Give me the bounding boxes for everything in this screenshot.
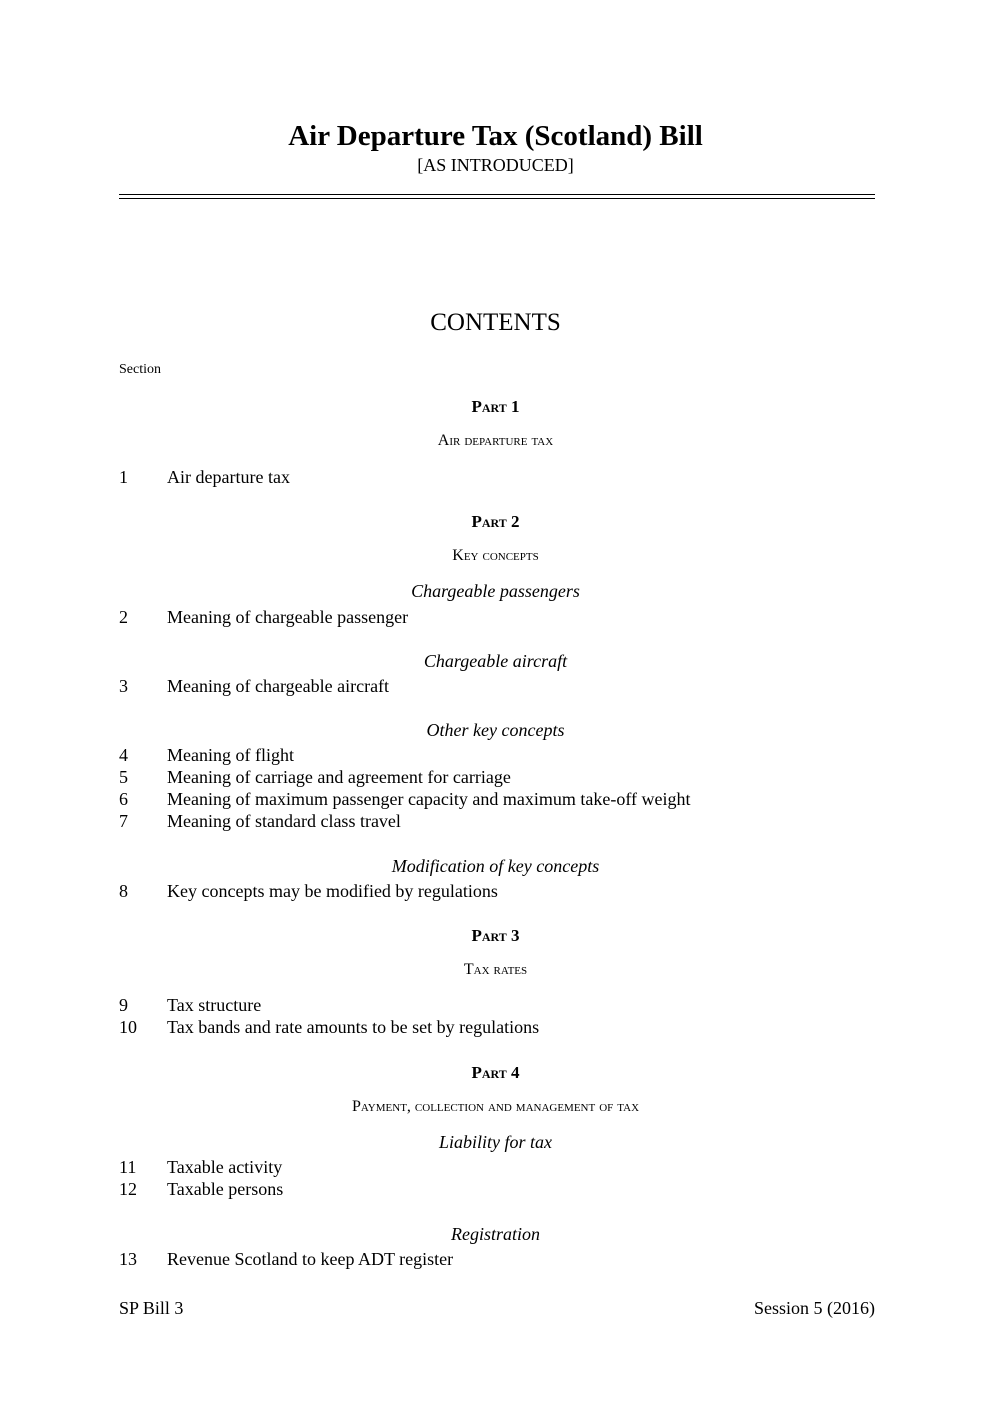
toc-entry-13[interactable]: Revenue Scotland to keep ADT register: [167, 1249, 454, 1269]
toc-entry-8-num: 8: [119, 881, 128, 901]
part-1-title: Air departure tax: [437, 432, 554, 449]
toc-entry-2-num: 2: [119, 607, 128, 627]
toc-entry-11[interactable]: Taxable activity: [167, 1157, 283, 1177]
group-liability-for-tax: Liability for tax: [438, 1132, 552, 1152]
bill-title: Air Departure Tax (Scotland) Bill: [288, 120, 703, 152]
contents-heading: CONTENTS: [430, 309, 561, 336]
toc-entry-1-num: 1: [119, 467, 128, 487]
toc-entry-13-num: 13: [119, 1249, 137, 1269]
toc-entry-1[interactable]: Air departure tax: [167, 467, 290, 487]
footer-session: Session 5 (2016): [754, 1298, 875, 1318]
toc-entry-8[interactable]: Key concepts may be modified by regulations: [167, 881, 498, 901]
toc-entry-7[interactable]: Meaning of standard class travel: [167, 811, 401, 831]
toc-entry-5[interactable]: Meaning of carriage and agreement for carriage: [167, 767, 511, 787]
part-2-title: Key concepts: [452, 547, 539, 564]
toc-entry-2[interactable]: Meaning of chargeable passenger: [167, 607, 409, 627]
toc-entry-4[interactable]: Meaning of flight: [167, 745, 294, 765]
part-4-title: Payment, collection and management of tax: [351, 1098, 640, 1115]
toc-entry-11-num: 11: [119, 1157, 137, 1177]
group-other-key-concepts: Other key concepts: [426, 720, 565, 740]
toc-entry-3-num: 3: [119, 676, 128, 696]
toc-entry-3[interactable]: Meaning of chargeable aircraft: [167, 676, 390, 696]
part-3-label: Part 3: [471, 926, 520, 945]
group-chargeable-passengers: Chargeable passengers: [411, 581, 580, 601]
title-rule-bottom: [119, 198, 875, 199]
part-1-label: Part 1: [471, 397, 520, 416]
toc-entry-10-num: 10: [119, 1017, 137, 1037]
toc-entry-12[interactable]: Taxable persons: [167, 1179, 284, 1199]
group-chargeable-aircraft: Chargeable aircraft: [423, 651, 568, 671]
toc-entry-7-num: 7: [119, 811, 128, 831]
bill-status: [AS INTRODUCED]: [417, 155, 574, 175]
title-rule-top: [119, 194, 875, 195]
toc-entry-10[interactable]: Tax bands and rate amounts to be set by regulations: [167, 1017, 540, 1037]
group-modification-of-key-concepts: Modification of key concepts: [391, 856, 600, 876]
toc-entry-5-num: 5: [119, 767, 128, 787]
toc-entry-9[interactable]: Tax structure: [167, 995, 262, 1015]
section-column-label: Section: [119, 362, 161, 377]
part-4-label: Part 4: [471, 1063, 520, 1082]
group-registration: Registration: [451, 1224, 540, 1244]
toc-entry-4-num: 4: [119, 745, 128, 765]
part-2-label: Part 2: [471, 512, 520, 531]
part-3-title: Tax rates: [463, 961, 528, 978]
toc-entry-6[interactable]: Meaning of maximum passenger capacity and maximum take-off weight: [167, 789, 691, 809]
toc-entry-12-num: 12: [119, 1179, 137, 1199]
toc-entry-9-num: 9: [119, 995, 128, 1015]
toc-entry-6-num: 6: [119, 789, 128, 809]
footer-bill-number: SP Bill 3: [119, 1298, 184, 1318]
